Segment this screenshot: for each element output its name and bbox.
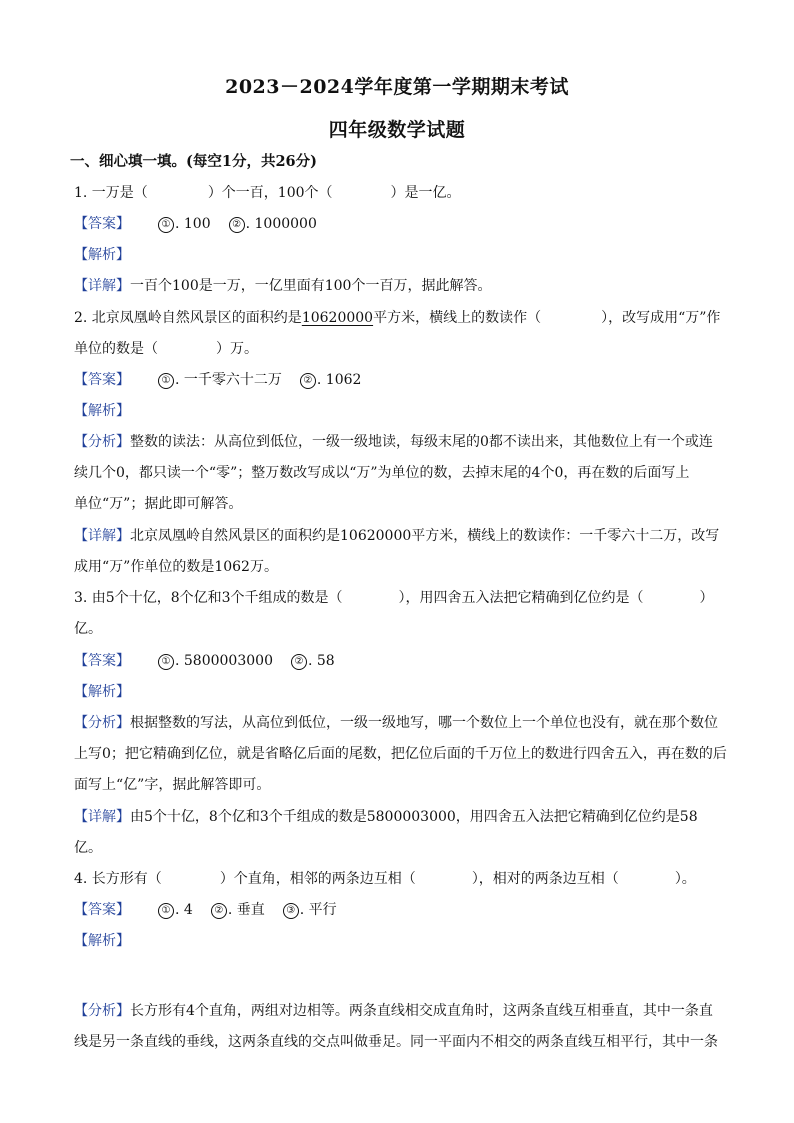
exam-subtitle: 四年级数学试题 [328,119,466,141]
q2-detail-line1: 【详解】北京凤凰岭自然风景区的面积约是10620000平方米，横线上的数读作：一千零六十二万，改写 [74,528,720,544]
q1-detail: 【详解】一百个100是一万，一亿里面有100个一百万，据此解答。 [74,278,492,294]
q3-analysis-line3: 面写上“亿”字，据此解答即可。 [74,777,271,793]
q2-analysis-line2: 续几个0，都只读一个“零”；整万数改写成以“万”为单位的数，去掉末尾的4个0，再在数的后面写上 [74,465,690,481]
question-1: 1. 一万是（ ）个一百，100个（ ）是一亿。 [74,185,461,201]
section-heading: 一、细心填一填。(每空1分，共26分) [70,153,317,170]
q1-answer: 【答案】 ① . 100 ② . 1000000 [74,216,317,232]
q2-detail-line2: 成用“万”作单位的数是1062万。 [74,559,278,575]
q1-analysis-heading: 【解析】 [74,247,130,263]
q4-analysis-heading: 【解析】 [74,933,130,949]
q3-detail-line2: 亿。 [74,840,102,856]
q4-analysis-line1: 【分析】长方形有4个直角，两组对边相等。两条直线相交成直角时，这两条直线互相垂直，其中一条直 [74,1003,713,1019]
q3-answer: 【答案】 ① . 5800003000 ② . 58 [74,653,335,669]
question-2: 2. 北京凤凰岭自然风景区的面积约是10620000平方米，横线上的数读作（ ），改写成用“万”作 [74,310,721,326]
q2-analysis-heading: 【解析】 [74,403,130,419]
question-3: 3. 由5个十亿，8个亿和3个千组成的数是（ ），用四舍五入法把它精确到亿位约是（ ） [74,590,714,606]
q2-analysis-line1: 【分析】整数的读法：从高位到低位，一级一级地读，每级末尾的0都不读出来，其他数位上有一个或连 [74,434,713,450]
q2-answer: 【答案】 ① . 一千零六十二万 ② . 1062 [74,372,362,388]
exam-title: 2023－2024学年度第一学期期末考试 [225,76,569,98]
q2-analysis-line3: 单位“万”；据此即可解答。 [74,496,243,512]
q3-analysis-line1: 【分析】根据整数的写法，从高位到低位，一级一级地写，哪一个数位上一个单位也没有，就在那个数位 [74,715,718,731]
q3-detail-line1: 【详解】由5个十亿，8个亿和3个千组成的数是5800003000，用四舍五入法把它精确到亿位约是58 [74,809,698,825]
question-3-line2: 亿。 [74,621,102,637]
q3-analysis-line2: 上写0；把它精确到亿位，就是省略亿后面的尾数，把亿位后面的千万位上的数进行四舍五入，再在数的后 [74,746,727,762]
question-2-line2: 单位的数是（ ）万。 [74,341,258,357]
question-4: 4. 长方形有（ ）个直角，相邻的两条边互相（ ），相对的两条边互相（ ）。 [74,871,696,887]
q4-answer: 【答案】 ① . 4 ② . 垂直 ③ . 平行 [74,902,337,918]
q4-analysis-line2: 线是另一条直线的垂线，这两条直线的交点叫做垂足。同一平面内不相交的两条直线互相平行，其中一条 [74,1034,718,1050]
q3-analysis-heading: 【解析】 [74,684,130,700]
